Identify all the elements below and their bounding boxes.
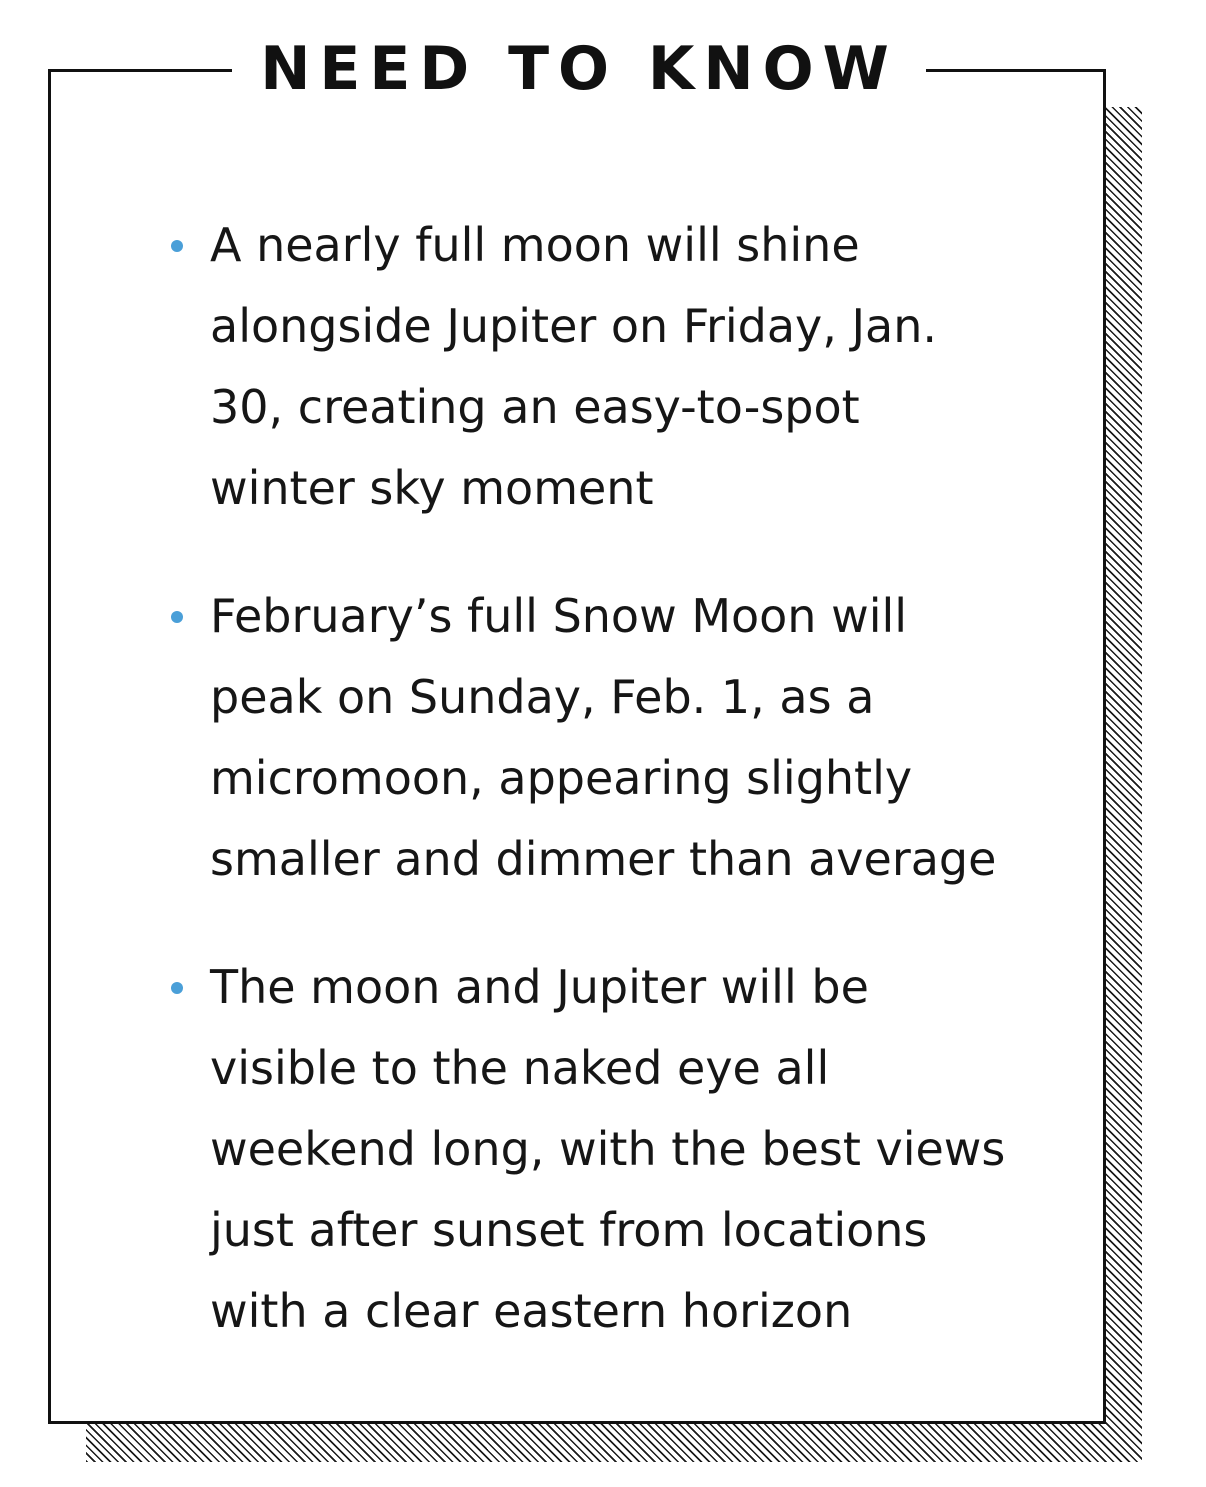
list-item	[168, 576, 1068, 900]
list-item-line: with a clear eastern horizon	[210, 1284, 853, 1338]
list-item-line: winter sky moment	[210, 461, 654, 515]
list-item-line: 30, creating an easy-to-spot	[210, 380, 860, 434]
bullet-dot-icon	[171, 240, 183, 252]
title-wrap	[0, 34, 1158, 104]
list-item-line: micromoon, appearing slightly	[210, 751, 913, 805]
list-item	[168, 947, 1068, 1352]
list-item-line: alongside Jupiter on Friday, Jan.	[210, 299, 938, 353]
list-item-line: just after sunset from locations	[210, 1203, 928, 1257]
bullet-list	[168, 205, 1068, 1399]
bullet-dot-icon	[171, 611, 183, 623]
list-item-line: smaller and dimmer than average	[210, 832, 997, 886]
list-item-line: The moon and Jupiter will be	[210, 960, 869, 1014]
list-item	[168, 205, 1068, 529]
list-item-line: A nearly full moon will shine	[210, 218, 860, 272]
list-item-line: weekend long, with the best views	[210, 1122, 1006, 1176]
card-title: NEED TO KNOW	[232, 34, 926, 104]
list-item-line: visible to the naked eye all	[210, 1041, 830, 1095]
list-item-line: February’s full Snow Moon will	[210, 589, 908, 643]
bullet-dot-icon	[171, 982, 183, 994]
list-item-line: peak on Sunday, Feb. 1, as a	[210, 670, 875, 724]
